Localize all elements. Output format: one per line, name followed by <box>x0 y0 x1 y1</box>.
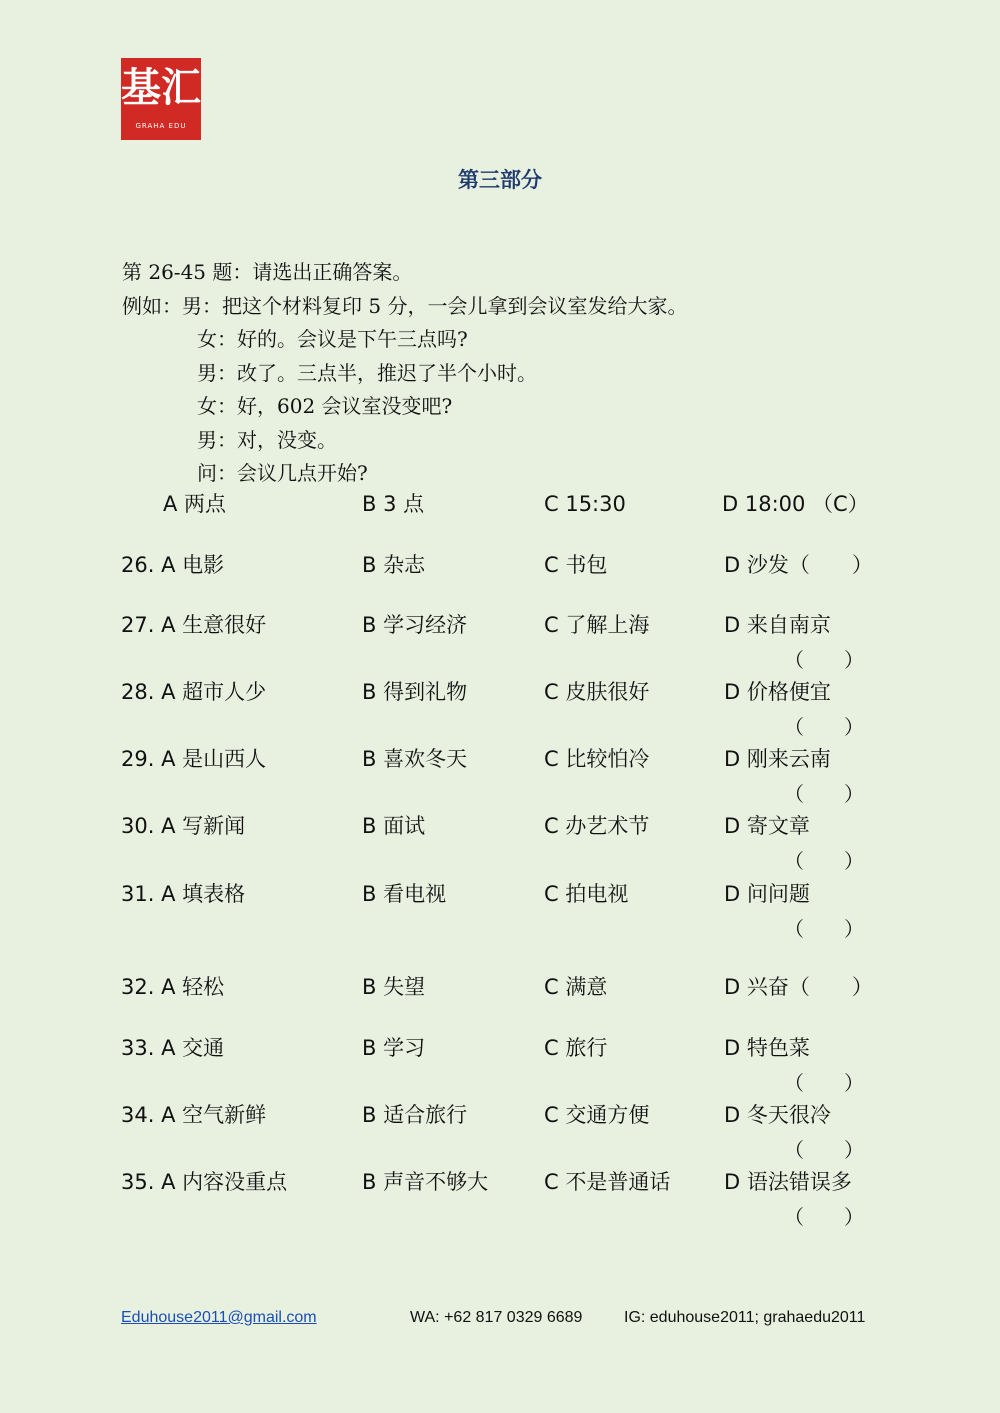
question-option-c: C 了解上海 <box>544 613 650 637</box>
question-option-a: 26. A 电影 <box>121 553 225 577</box>
question-option-b: B 学习 <box>362 1036 426 1060</box>
example-line: 男：改了。三点半，推迟了半个小时。 <box>197 360 537 385</box>
question-option-a: 35. A 内容没重点 <box>121 1170 288 1194</box>
question-option-c: C 旅行 <box>544 1036 608 1060</box>
answer-blank: （ ） <box>784 917 864 941</box>
answer-blank: （ ） <box>784 715 864 739</box>
question-option-d: D 刚来云南 <box>724 747 831 771</box>
question-option-d: D 冬天很冷 <box>724 1103 831 1127</box>
answer-blank: （ ） <box>784 782 864 806</box>
question-option-d: D 问问题 <box>724 882 810 906</box>
question-option-b: B 适合旅行 <box>362 1103 468 1127</box>
answer-blank: （ ） <box>784 1205 864 1229</box>
question-option-c: C 拍电视 <box>544 882 629 906</box>
question-option-b: B 得到礼物 <box>362 680 468 704</box>
question-option-c: C 不是普通话 <box>544 1170 671 1194</box>
question-option-c: C 办艺术节 <box>544 814 650 838</box>
example-line: 女：好的。会议是下午三点吗? <box>197 327 468 351</box>
example-line: 男：对，没变。 <box>197 427 337 452</box>
question-option-c: C 交通方便 <box>544 1103 650 1127</box>
answer-blank: （ ） <box>784 849 864 873</box>
question-option-b: B 喜欢冬天 <box>362 747 468 771</box>
question-option-d: D 兴奋（ ） <box>724 975 873 999</box>
instructions-block <box>122 256 687 491</box>
footer-instagram: IG: eduhouse2011; grahaedu2011 <box>624 1309 866 1326</box>
question-option-c: C 比较怕冷 <box>544 747 650 771</box>
question-option-a: 32. A 轻松 <box>121 975 225 999</box>
question-option-b: B 失望 <box>362 975 426 999</box>
question-option-c: C 满意 <box>544 975 608 999</box>
example-line: 女：好，602 会议室没变吧? <box>197 394 453 418</box>
graha-edu-logo <box>121 58 201 140</box>
question-option-a: 29. A 是山西人 <box>121 747 267 771</box>
example-line: 例如：男：把这个材料复印 5 分，一会儿拿到会议室发给大家。 <box>122 293 688 318</box>
question-option-b: B 学习经济 <box>362 613 468 637</box>
answer-blank: （ ） <box>784 1071 864 1095</box>
question-option-a: 33. A 交通 <box>121 1036 225 1060</box>
question-option-d: D 特色菜 <box>724 1036 810 1060</box>
question-option-c: C 皮肤很好 <box>544 680 650 704</box>
question-option-c: C 书包 <box>544 553 608 577</box>
footer-whatsapp: WA: +62 817 0329 6689 <box>410 1309 583 1326</box>
answer-blank: （ ） <box>784 1138 864 1162</box>
footer-email-link[interactable]: Eduhouse2011@gmail.com <box>121 1309 317 1326</box>
question-option-b: B 面试 <box>362 814 426 838</box>
question-option-b: B 声音不够大 <box>362 1170 489 1194</box>
instructions-heading: 第 26-45 题：请选出正确答案。 <box>122 260 413 284</box>
logo-glyph: 基汇 <box>121 64 201 111</box>
example-option-b: B 3 点 <box>362 492 425 516</box>
logo-subtitle: GRAHA EDU <box>135 122 187 130</box>
section-title: 第三部分 <box>458 167 542 192</box>
example-line: 问：会议几点开始? <box>197 461 368 485</box>
example-option-a: A 两点 <box>163 492 227 516</box>
example-option-d: D 18:00 （C） <box>722 492 869 516</box>
question-option-b: B 看电视 <box>362 882 447 906</box>
example-option-c: C 15:30 <box>544 492 626 516</box>
question-option-a: 31. A 填表格 <box>121 882 246 906</box>
question-option-d: D 语法错误多 <box>724 1170 852 1194</box>
question-option-a: 30. A 写新闻 <box>121 814 246 838</box>
answer-blank: （ ） <box>784 648 864 672</box>
question-option-a: 27. A 生意很好 <box>121 613 267 637</box>
question-option-d: D 来自南京 <box>724 613 831 637</box>
question-option-a: 34. A 空气新鲜 <box>121 1103 267 1127</box>
question-option-d: D 价格便宜 <box>724 680 831 704</box>
question-option-a: 28. A 超市人少 <box>121 680 267 704</box>
question-option-d: D 沙发（ ） <box>724 553 873 577</box>
question-option-b: B 杂志 <box>362 553 426 577</box>
question-option-d: D 寄文章 <box>724 814 810 838</box>
